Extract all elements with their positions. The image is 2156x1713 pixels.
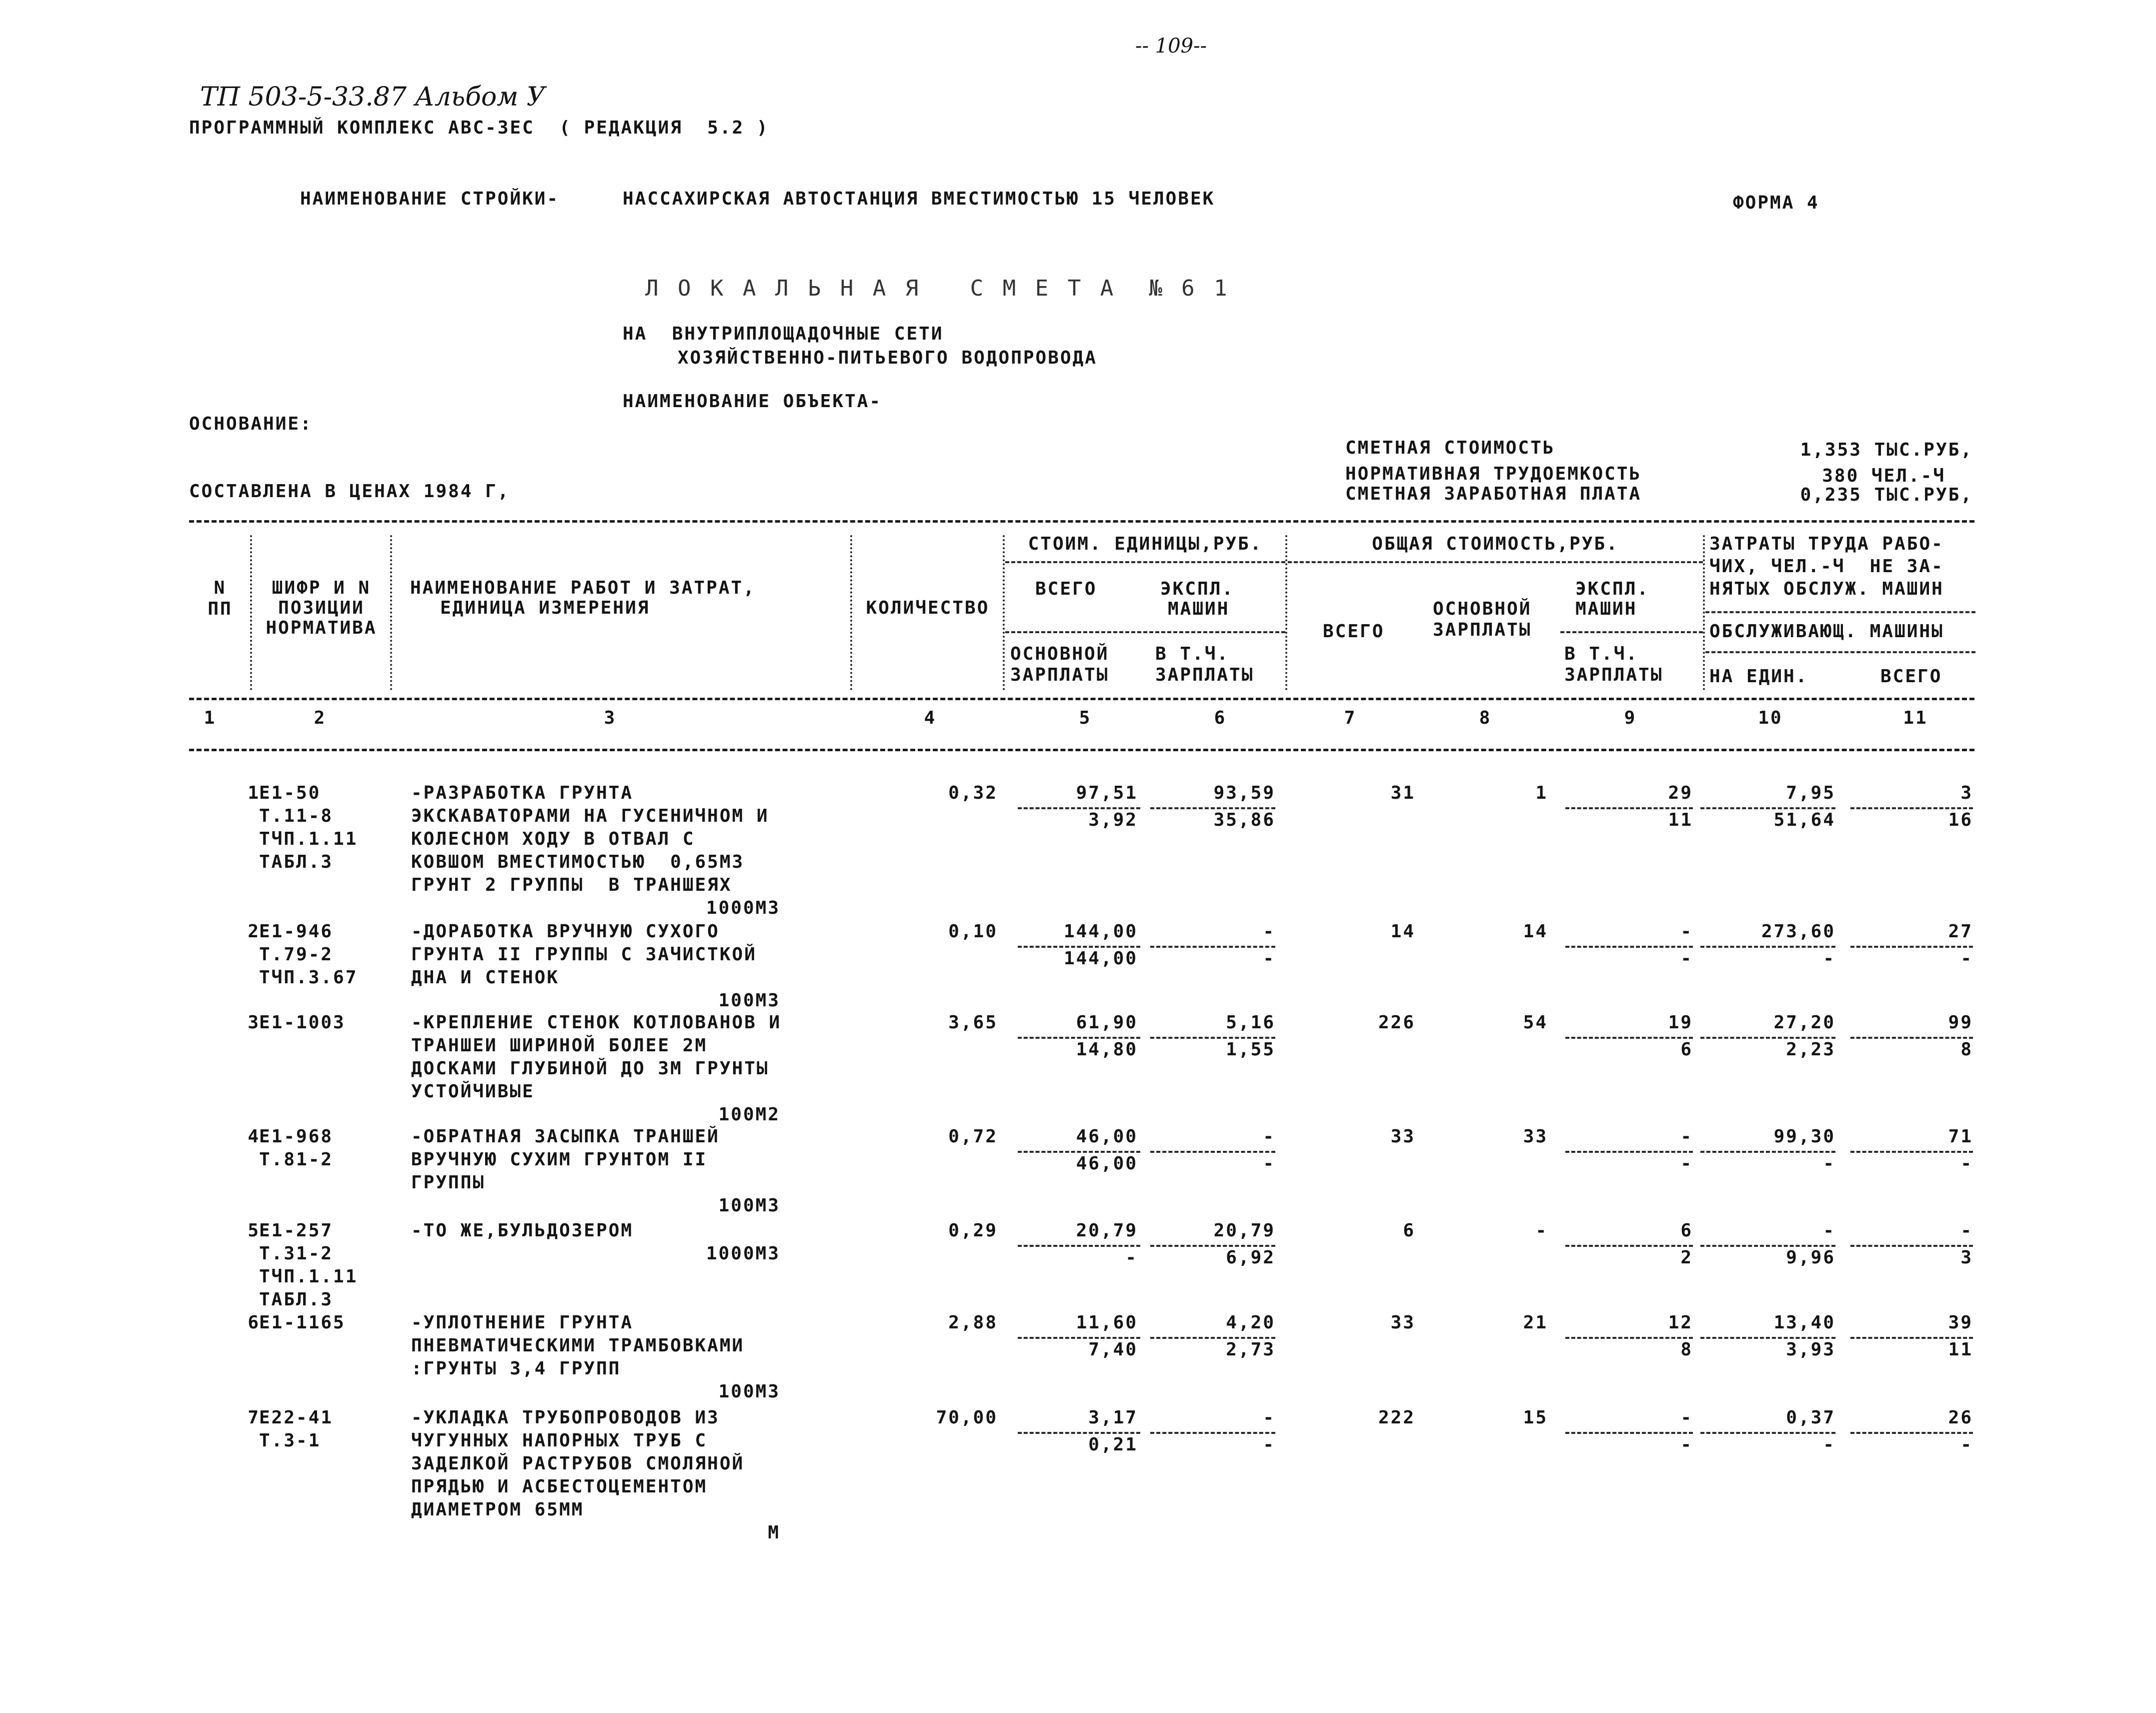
header-rule xyxy=(1005,631,1285,633)
labor-per-unit: 99,30 xyxy=(1773,1126,1835,1147)
unit-cost-total: 144,00 xyxy=(1063,921,1138,942)
col-number: 10 xyxy=(1758,708,1783,728)
work-description: ЭКСКАВАТОРАМИ НА ГУСЕНИЧНОМ И xyxy=(411,806,769,826)
col-separator xyxy=(390,535,392,690)
row-number: 1 xyxy=(248,783,260,803)
cell-divider xyxy=(1018,1245,1140,1247)
total-base-wages: 15 xyxy=(1523,1407,1548,1428)
labor-total: - xyxy=(1960,1220,1973,1241)
position-code: Т.11-8 xyxy=(259,806,334,826)
unit-cost-machines: 4,20 xyxy=(1226,1312,1275,1333)
work-description: -КРЕПЛЕНИЕ СТЕНОК КОТЛОВАНОВ И xyxy=(411,1012,782,1033)
header-col2-line1: ШИФР И N xyxy=(272,578,371,598)
unit-of-measure: 1000М3 xyxy=(706,1243,780,1264)
unit-of-measure: М xyxy=(768,1522,780,1543)
header-rule xyxy=(1005,561,1285,563)
labor-total: 39 xyxy=(1948,1312,1973,1333)
header-labor-sub: ОБСЛУЖИВАЮЩ. МАШИНЫ xyxy=(1709,621,1944,642)
labor-total: 27 xyxy=(1948,921,1973,942)
machine-labor-total: 3 xyxy=(1960,1247,1973,1268)
header-col9-sub1: В Т.Ч. xyxy=(1564,644,1639,664)
unit-cost-total: 3,17 xyxy=(1088,1407,1138,1428)
col-separator xyxy=(1003,535,1005,690)
header-rule xyxy=(1705,611,1975,613)
position-code: Е1-1165 xyxy=(259,1312,346,1333)
machine-labor-per-unit: - xyxy=(1823,948,1835,969)
labor-per-unit: 27,20 xyxy=(1773,1012,1835,1033)
total-machine-wages: 11 xyxy=(1668,810,1693,830)
work-description: :ГРУНТЫ 3,4 ГРУПП xyxy=(411,1358,621,1379)
cell-divider xyxy=(1565,1432,1693,1434)
header-col1-line2: ПП xyxy=(208,599,233,619)
header-col3-line1: НАИМЕНОВАНИЕ РАБОТ И ЗАТРАТ, xyxy=(410,578,756,598)
unit-cost-base-wages: 144,00 xyxy=(1063,948,1138,969)
unit-cost-machine-wages: - xyxy=(1263,1153,1275,1174)
position-code: ТАБЛ.3 xyxy=(259,1289,334,1310)
summary-value-cost: 1,353 ТЫС.РУБ, xyxy=(1800,440,1973,460)
unit-of-measure: 100М2 xyxy=(718,1104,780,1125)
col-separator xyxy=(250,535,252,690)
labor-total: 99 xyxy=(1948,1012,1973,1033)
total-cost: 222 xyxy=(1378,1407,1415,1428)
unit-cost-total: 46,00 xyxy=(1076,1126,1138,1147)
cell-divider xyxy=(1700,1432,1835,1434)
unit-cost-machine-wages: 6,92 xyxy=(1226,1247,1275,1268)
col-number: 3 xyxy=(604,708,617,728)
total-cost: 226 xyxy=(1378,1012,1415,1033)
prices-note: СОСТАВЛЕНА В ЦЕНАХ 1984 Г, xyxy=(189,481,510,502)
total-machines: - xyxy=(1680,921,1693,942)
cell-divider xyxy=(1850,1245,1973,1247)
work-description: ДНА И СТЕНОК xyxy=(411,967,560,988)
header-col11: ВСЕГО xyxy=(1880,666,1942,687)
unit-cost-base-wages: 3,92 xyxy=(1088,810,1138,830)
header-col9-line1: ЭКСПЛ. xyxy=(1575,579,1650,599)
header-col5-vsego: ВСЕГО xyxy=(1035,579,1097,599)
machine-labor-total: - xyxy=(1960,1434,1973,1455)
header-col5-line1: ОСНОВНОЙ xyxy=(1010,644,1109,664)
work-description: ТРАНШЕИ ШИРИНОЙ БОЛЕЕ 2М xyxy=(411,1035,708,1056)
unit-cost-machine-wages: 1,55 xyxy=(1226,1039,1275,1060)
position-code: Т.79-2 xyxy=(259,944,334,965)
header-labor-line3: НЯТЫХ ОБСЛУЖ. МАШИН xyxy=(1709,579,1944,599)
total-machines: - xyxy=(1680,1126,1693,1147)
row-number: 7 xyxy=(248,1407,260,1428)
header-col6-line2: МАШИН xyxy=(1168,599,1230,619)
header-col10: НА ЕДИН. xyxy=(1709,666,1808,687)
summary-value-wages: 0,235 ТЫС.РУБ, xyxy=(1800,485,1973,505)
row-number: 3 xyxy=(248,1012,260,1033)
estimate-title: Л О К А Л Ь Н А Я С М Е Т А № 6 1 xyxy=(645,276,1230,301)
unit-cost-total: 11,60 xyxy=(1076,1312,1138,1333)
work-description: ПНЕВМАТИЧЕСКИМИ ТРАМБОВКАМИ xyxy=(411,1335,745,1356)
cell-divider xyxy=(1850,946,1973,948)
labor-per-unit: 7,95 xyxy=(1786,783,1835,803)
unit-cost-machines: - xyxy=(1263,921,1275,942)
total-base-wages: 21 xyxy=(1523,1312,1548,1333)
unit-cost-machine-wages: 35,86 xyxy=(1213,810,1275,830)
cell-divider xyxy=(1018,807,1140,809)
machine-labor-per-unit: 3,93 xyxy=(1786,1339,1835,1360)
header-rule xyxy=(1560,631,1703,633)
header-bottom-rule xyxy=(189,749,1974,751)
labor-per-unit: - xyxy=(1823,1220,1835,1241)
col-number: 2 xyxy=(314,708,327,728)
album-title: ТП 503-5-33.87 Альбом У xyxy=(200,82,546,112)
machine-labor-total: 11 xyxy=(1948,1339,1973,1360)
total-machine-wages: - xyxy=(1680,1153,1693,1174)
cell-divider xyxy=(1150,946,1275,948)
machine-labor-per-unit: - xyxy=(1823,1434,1835,1455)
col-number: 1 xyxy=(204,708,217,728)
unit-cost-base-wages: 14,80 xyxy=(1076,1039,1138,1060)
work-description: -УКЛАДКА ТРУБОПРОВОДОВ ИЗ xyxy=(411,1407,720,1428)
cell-divider xyxy=(1150,807,1275,809)
summary-label-cost: СМЕТНАЯ СТОИМОСТЬ xyxy=(1345,438,1555,458)
header-top-rule xyxy=(189,520,1974,523)
total-cost: 14 xyxy=(1390,921,1415,942)
col-number: 11 xyxy=(1903,708,1928,728)
total-cost: 31 xyxy=(1390,783,1415,803)
machine-labor-total: - xyxy=(1960,1153,1973,1174)
header-col9-line2: МАШИН xyxy=(1575,599,1637,619)
labor-total: 71 xyxy=(1948,1126,1973,1147)
col-number: 9 xyxy=(1624,708,1637,728)
header-col7: ВСЕГО xyxy=(1323,621,1385,642)
work-description: КОВШОМ ВМЕСТИМОСТЬЮ 0,65М3 xyxy=(411,852,745,872)
header-col8-line1: ОСНОВНОЙ xyxy=(1433,599,1532,619)
total-cost: 6 xyxy=(1403,1220,1415,1241)
total-machines: 19 xyxy=(1668,1012,1693,1033)
cell-divider xyxy=(1018,1337,1140,1339)
work-description: -ОБРАТНАЯ ЗАСЫПКА ТРАНШЕЙ xyxy=(411,1126,720,1147)
work-description: -ТО ЖЕ,БУЛЬДОЗЕРОМ xyxy=(411,1220,634,1241)
summary-label-wages: СМЕТНАЯ ЗАРАБОТНАЯ ПЛАТА xyxy=(1345,484,1642,504)
unit-cost-base-wages: - xyxy=(1125,1247,1138,1268)
labor-per-unit: 0,37 xyxy=(1786,1407,1835,1428)
unit-cost-base-wages: 7,40 xyxy=(1088,1339,1138,1360)
header-total-cost: ОБЩАЯ СТОИМОСТЬ,РУБ. xyxy=(1372,534,1619,554)
work-description: -РАЗРАБОТКА ГРУНТА xyxy=(411,783,634,803)
quantity-value: 0,29 xyxy=(948,1220,998,1241)
position-code: Т.81-2 xyxy=(259,1149,334,1170)
summary-label-labor: НОРМАТИВНАЯ ТРУДОЕМКОСТЬ xyxy=(1345,464,1642,484)
quantity-value: 0,32 xyxy=(948,783,998,803)
total-base-wages: 14 xyxy=(1523,921,1548,942)
work-description: КОЛЕСНОМ ХОДУ В ОТВАЛ С xyxy=(411,829,695,849)
position-code: Е1-968 xyxy=(259,1126,334,1147)
cell-divider xyxy=(1700,946,1835,948)
machine-labor-per-unit: 51,64 xyxy=(1773,810,1835,830)
col-number: 7 xyxy=(1344,708,1357,728)
program-info: ПРОГРАММНЫЙ КОМПЛЕКС АВС-ЗЕС ( РЕДАКЦИЯ 5.2 ) xyxy=(189,118,769,138)
cell-divider xyxy=(1850,1151,1973,1153)
cell-divider xyxy=(1150,1245,1275,1247)
cell-divider xyxy=(1565,1337,1693,1339)
position-code: Т.3-1 xyxy=(259,1430,321,1451)
unit-cost-total: 20,79 xyxy=(1076,1220,1138,1241)
machine-labor-total: 8 xyxy=(1960,1039,1973,1060)
header-col6-line1: ЭКСПЛ. xyxy=(1160,579,1235,599)
total-machines: 6 xyxy=(1680,1220,1693,1241)
total-machines: 29 xyxy=(1668,783,1693,803)
work-description: ВРУЧНУЮ СУХИМ ГРУНТОМ II xyxy=(411,1149,708,1170)
work-description: ГРУНТА II ГРУППЫ С ЗАЧИСТКОЙ xyxy=(411,944,757,965)
construction-name: НАССАХИРСКАЯ АВТОСТАНЦИЯ ВМЕСТИМОСТЬЮ 15 ЧЕЛОВЕК xyxy=(623,189,1215,209)
cell-divider xyxy=(1850,807,1973,809)
position-code: Е1-946 xyxy=(259,921,334,942)
work-description: -УПЛОТНЕНИЕ ГРУНТА xyxy=(411,1312,634,1333)
unit-cost-machines: 5,16 xyxy=(1226,1012,1275,1033)
labor-per-unit: 273,60 xyxy=(1761,921,1835,942)
cell-divider xyxy=(1565,1151,1693,1153)
position-code: ТЧП.1.11 xyxy=(259,1266,358,1287)
cell-divider xyxy=(1018,1037,1140,1039)
header-unit-cost: СТОИМ. ЕДИНИЦЫ,РУБ. xyxy=(1028,534,1263,554)
labor-total: 3 xyxy=(1960,783,1973,803)
total-machine-wages: 2 xyxy=(1680,1247,1693,1268)
cell-divider xyxy=(1018,946,1140,948)
col-number: 5 xyxy=(1079,708,1092,728)
total-machine-wages: - xyxy=(1680,948,1693,969)
total-cost: 33 xyxy=(1390,1126,1415,1147)
work-description: ГРУНТ 2 ГРУППЫ В ТРАНШЕЯХ xyxy=(411,875,732,895)
header-col1-line1: N xyxy=(214,578,227,598)
row-number: 5 xyxy=(248,1220,260,1241)
position-code: Е1-257 xyxy=(259,1220,334,1241)
machine-labor-per-unit: 2,23 xyxy=(1786,1039,1835,1060)
machine-labor-per-unit: - xyxy=(1823,1153,1835,1174)
construction-label: НАИМЕНОВАНИЕ СТРОЙКИ- xyxy=(300,189,560,209)
header-col5-line2: ЗАРПЛАТЫ xyxy=(1010,665,1109,685)
total-base-wages: - xyxy=(1535,1220,1548,1241)
header-rule xyxy=(1705,651,1975,653)
cell-divider xyxy=(1700,1151,1835,1153)
work-description: ЗАДЕЛКОЙ РАСТРУБОВ СМОЛЯНОЙ xyxy=(411,1453,745,1474)
total-machines: 12 xyxy=(1668,1312,1693,1333)
quantity-value: 70,00 xyxy=(936,1407,998,1428)
header-col3-line2: ЕДИНИЦА ИЗМЕРЕНИЯ xyxy=(440,598,650,618)
summary-value-labor: 380 ЧЕЛ.-Ч xyxy=(1822,466,1945,486)
cell-divider xyxy=(1700,1037,1835,1039)
unit-cost-machine-wages: - xyxy=(1263,948,1275,969)
col-number: 6 xyxy=(1214,708,1227,728)
position-code: ТЧП.3.67 xyxy=(259,967,358,988)
position-code: ТЧП.1.11 xyxy=(259,829,358,849)
labor-total: 26 xyxy=(1948,1407,1973,1428)
unit-of-measure: 1000М3 xyxy=(706,898,780,918)
unit-of-measure: 100М3 xyxy=(718,1381,780,1402)
total-base-wages: 33 xyxy=(1523,1126,1548,1147)
cell-divider xyxy=(1018,1151,1140,1153)
machine-labor-total: 16 xyxy=(1948,810,1973,830)
unit-of-measure: 100М3 xyxy=(718,990,780,1011)
row-number: 2 xyxy=(248,921,260,942)
unit-cost-machine-wages: - xyxy=(1263,1434,1275,1455)
work-description: ЧУГУННЫХ НАПОРНЫХ ТРУБ С xyxy=(411,1430,708,1451)
work-description: ДОСКАМИ ГЛУБИНОЙ ДО 3М ГРУНТЫ xyxy=(411,1058,769,1079)
unit-cost-machines: - xyxy=(1263,1407,1275,1428)
unit-cost-total: 61,90 xyxy=(1076,1012,1138,1033)
total-machine-wages: - xyxy=(1680,1434,1693,1455)
unit-cost-machines: 93,59 xyxy=(1213,783,1275,803)
unit-of-measure: 100М3 xyxy=(718,1195,780,1216)
machine-labor-per-unit: 9,96 xyxy=(1786,1247,1835,1268)
header-rule xyxy=(1288,561,1703,563)
total-machine-wages: 6 xyxy=(1680,1039,1693,1060)
unit-cost-machine-wages: 2,73 xyxy=(1226,1339,1275,1360)
cell-divider xyxy=(1850,1037,1973,1039)
cell-divider xyxy=(1700,1245,1835,1247)
total-cost: 33 xyxy=(1390,1312,1415,1333)
col-separator xyxy=(850,535,852,690)
cell-divider xyxy=(1700,807,1835,809)
header-col6-sub2: ЗАРПЛАТЫ xyxy=(1155,665,1254,685)
cell-divider xyxy=(1850,1337,1973,1339)
cell-divider xyxy=(1565,946,1693,948)
position-code: Е22-41 xyxy=(259,1407,334,1428)
form-number: ФОРМА 4 xyxy=(1733,193,1819,213)
cell-divider xyxy=(1150,1432,1275,1434)
col-number: 8 xyxy=(1479,708,1492,728)
position-code: Т.31-2 xyxy=(259,1243,334,1264)
work-description: -ДОРАБОТКА ВРУЧНУЮ СУХОГО xyxy=(411,921,720,942)
cell-divider xyxy=(1150,1337,1275,1339)
col-separator xyxy=(1703,535,1705,690)
header-col6-sub1: В Т.Ч. xyxy=(1155,644,1230,664)
total-base-wages: 1 xyxy=(1535,783,1548,803)
estimate-subject-line1: НА ВНУТРИПЛОЩАДОЧНЫЕ СЕТИ xyxy=(623,324,944,344)
machine-labor-total: - xyxy=(1960,948,1973,969)
unit-cost-total: 97,51 xyxy=(1076,783,1138,803)
quantity-value: 2,88 xyxy=(948,1312,998,1333)
position-code: Е1-50 xyxy=(259,783,321,803)
col-separator xyxy=(1285,535,1287,690)
unit-cost-machines: - xyxy=(1263,1126,1275,1147)
cell-divider xyxy=(1018,1432,1140,1434)
labor-per-unit: 13,40 xyxy=(1773,1312,1835,1333)
quantity-value: 0,10 xyxy=(948,921,998,942)
object-label: НАИМЕНОВАНИЕ ОБЪЕКТА- xyxy=(623,391,882,412)
work-description: ДИАМЕТРОМ 65ММ xyxy=(411,1499,584,1520)
total-machine-wages: 8 xyxy=(1680,1339,1693,1360)
cell-divider xyxy=(1850,1432,1973,1434)
position-code: Е1-1003 xyxy=(259,1012,346,1033)
header-col2-line3: НОРМАТИВА xyxy=(266,618,377,638)
row-number: 6 xyxy=(248,1312,260,1333)
total-base-wages: 54 xyxy=(1523,1012,1548,1033)
quantity-value: 3,65 xyxy=(948,1012,998,1033)
cell-divider xyxy=(1565,1245,1693,1247)
unit-cost-base-wages: 46,00 xyxy=(1076,1153,1138,1174)
header-col9-sub2: ЗАРПЛАТЫ xyxy=(1564,665,1663,685)
header-col2-line2: ПОЗИЦИИ xyxy=(278,598,365,618)
total-machines: - xyxy=(1680,1407,1693,1428)
header-col4: КОЛИЧЕСТВО xyxy=(866,598,990,618)
unit-cost-machines: 20,79 xyxy=(1213,1220,1275,1241)
page-number: -- 109-- xyxy=(1135,35,1207,58)
cell-divider xyxy=(1700,1337,1835,1339)
unit-cost-base-wages: 0,21 xyxy=(1088,1434,1138,1455)
cell-divider xyxy=(1150,1151,1275,1153)
cell-divider xyxy=(1565,807,1693,809)
quantity-value: 0,72 xyxy=(948,1126,998,1147)
cell-divider xyxy=(1565,1037,1693,1039)
header-col8-line2: ЗАРПЛАТЫ xyxy=(1433,620,1532,640)
work-description: УСТОЙЧИВЫЕ xyxy=(411,1081,535,1102)
col-number: 4 xyxy=(924,708,937,728)
header-labor-line2: ЧИХ, ЧЕЛ.-Ч НЕ ЗА- xyxy=(1709,556,1944,577)
cell-divider xyxy=(1150,1037,1275,1039)
work-description: ПРЯДЬЮ И АСБЕСТОЦЕМЕНТОМ xyxy=(411,1476,708,1497)
estimate-subject-line2: ХОЗЯЙСТВЕННО-ПИТЬЕВОГО ВОДОПРОВОДА xyxy=(678,348,1097,368)
header-mid-rule xyxy=(189,698,1974,700)
work-description: ГРУППЫ xyxy=(411,1172,486,1193)
row-number: 4 xyxy=(248,1126,260,1147)
header-labor-line1: ЗАТРАТЫ ТРУДА РАБО- xyxy=(1709,534,1944,554)
basis-label: ОСНОВАНИЕ: xyxy=(189,414,313,434)
position-code: ТАБЛ.3 xyxy=(259,852,334,872)
